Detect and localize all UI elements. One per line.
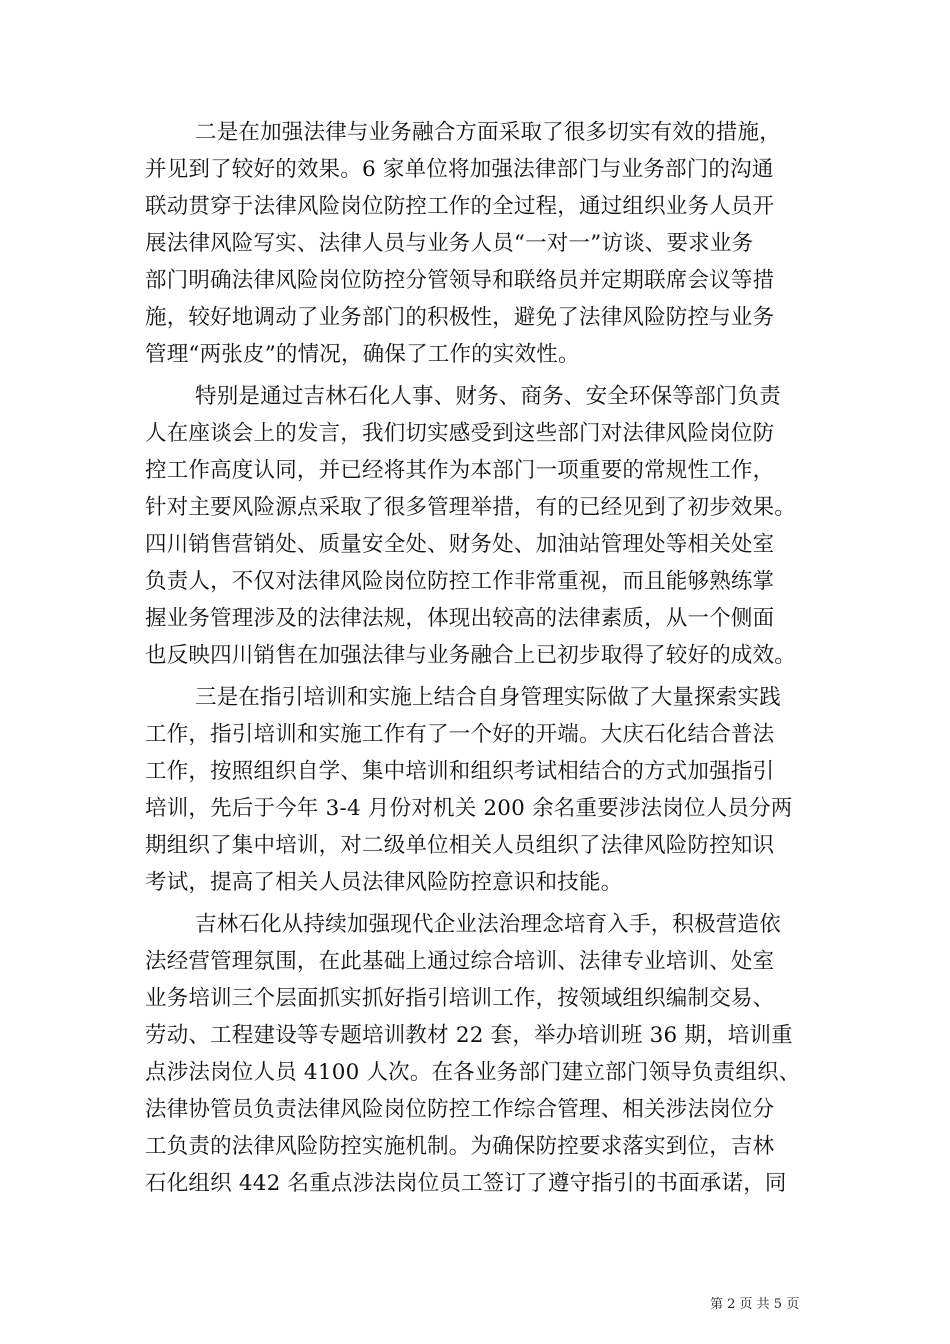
text-line: 三是在指引培训和实施上结合自身管理实际做了大量探索实践 [195, 685, 781, 710]
text-line: 并见到了较好的效果。6 家单位将加强法律部门与业务部门的沟通 [145, 157, 774, 182]
text-line: 针对主要风险源点采取了很多管理举措，有的已经见到了初步效果。 [145, 495, 797, 520]
text-line: 特别是通过吉林石化人事、财务、商务、安全环保等部门负责 [195, 384, 781, 409]
text-line: 吉林石化从持续加强现代企业法治理念培育入手，积极营造依 [195, 912, 781, 937]
text-line: 管理“两张皮”的情况，确保了工作的实效性。 [145, 342, 580, 367]
text-line: 点涉法岗位人员 4100 人次。在各业务部门建立部门领导负责组织、 [145, 1060, 801, 1085]
text-line: 也反映四川销售在加强法律与业务融合上已初步取得了较好的成效。 [145, 643, 797, 668]
text-line: 握业务管理涉及的法律法规，体现出较高的法律素质，从一个侧面 [145, 606, 775, 631]
text-line: 展法律风险写实、法律人员与业务人员“一对一”访谈、要求业务 [145, 231, 754, 256]
text-line: 法经营管理氛围，在此基础上通过综合培训、法律专业培训、处室 [145, 949, 775, 974]
text-line: 施，较好地调动了业务部门的积极性，避免了法律风险防控与业务 [145, 305, 775, 330]
text-line: 负责人，不仅对法律风险岗位防控工作非常重视，而且能够熟练掌 [145, 569, 775, 594]
text-line: 工作，指引培训和实施工作有了一个好的开端。大庆石化结合普法 [145, 722, 775, 747]
text-line: 法律协管员负责法律风险岗位防控工作综合管理、相关涉法岗位分 [145, 1097, 775, 1122]
text-line: 业务培训三个层面抓实抓好指引培训工作，按领域组织编制交易、 [145, 986, 775, 1011]
text-line: 四川销售营销处、质量安全处、财务处、加油站管理处等相关处室 [145, 532, 775, 557]
text-line: 期组织了集中培训，对二级单位相关人员组织了法律风险防控知识 [145, 833, 775, 858]
text-line: 工作，按照组织自学、集中培训和组织考试相结合的方式加强指引 [145, 759, 775, 784]
text-line: 劳动、工程建设等专题培训教材 22 套，举办培训班 36 期，培训重 [145, 1023, 793, 1048]
text-line: 工负责的法律风险防控实施机制。为确保防控要求落实到位，吉林 [145, 1134, 775, 1159]
text-line: 控工作高度认同，并已经将其作为本部门一项重要的常规性工作， [145, 458, 775, 483]
page-number: 第 2 页 共 5 页 [710, 1297, 800, 1312]
text-line: 人在座谈会上的发言，我们切实感受到这些部门对法律风险岗位防 [145, 421, 775, 446]
text-line: 联动贯穿于法律风险岗位防控工作的全过程，通过组织业务人员开 [145, 194, 775, 219]
text-line: 二是在加强法律与业务融合方面采取了很多切实有效的措施， [195, 120, 781, 145]
text-line: 石化组织 442 名重点涉法岗位员工签订了遵守指引的书面承诺，同 [145, 1171, 787, 1196]
text-line: 考试，提高了相关人员法律风险防控意识和技能。 [145, 870, 623, 895]
text-line: 培训，先后于今年 3-4 月份对机关 200 余名重要涉法岗位人员分两 [145, 796, 793, 821]
text-line: 部门明确法律风险岗位防控分管领导和联络员并定期联席会议等措 [145, 268, 775, 293]
